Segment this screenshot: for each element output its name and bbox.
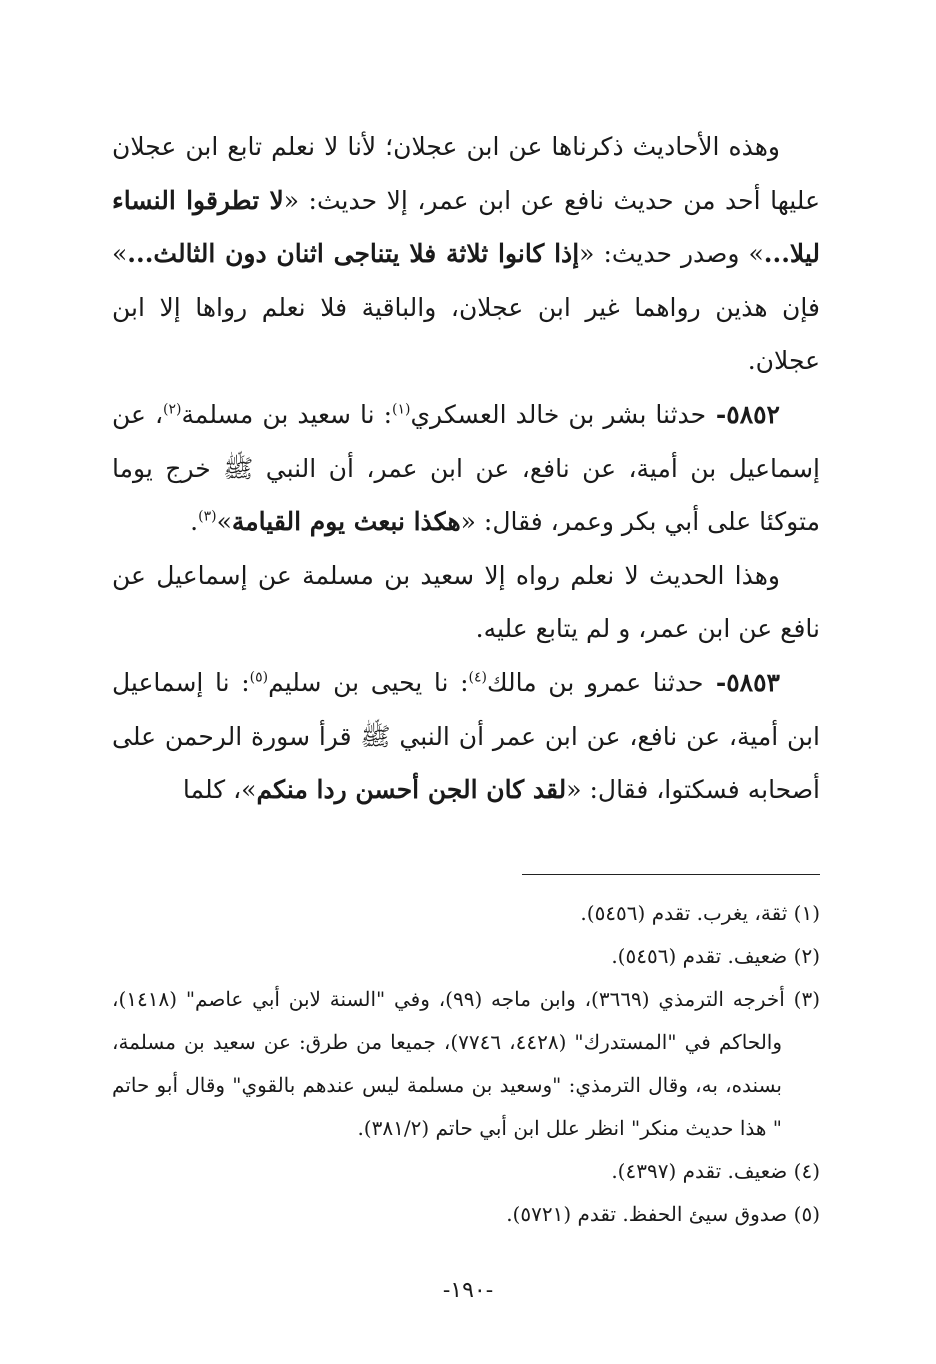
quoted-hadith: لقد كان الجن أحسن ردا منكم [256, 775, 567, 805]
footnote-4: (٤) ضعيف. تقدم (٤٣٩٧). [611, 1159, 820, 1183]
paragraph-commentary: وهذا الحديث لا نعلم رواه إلا سعيد بن مسلمة عن إسماعيل عن نافع عن ابن عمر، و لم يتابع عليه. [112, 560, 820, 644]
footnote-1: (١) ثقة، يغرب. تقدم (٥٤٥٦). [580, 901, 820, 925]
footnote-3: (٣) أخرجه الترمذي (٣٦٦٩)، وابن ماجه (٩٩)، وفي "السنة لابن أبي عاصم" (١٤١٨)، والحاكم في "المستدرك" (٤٤٢٨، ٧٧٤٦)، جميعا من طرق: عن سعيد بن مسلمة، بسنده، به، وقال الترمذي: "وسعيد بن مسلمة ليس عندهم بالقوي" وقال أبو حاتم " هذا حديث منكر" انظر علل ابن أبي حاتم (٣٨١/٢). [112, 987, 820, 1140]
footnote-ref: (٣) [198, 508, 217, 525]
footnote-ref: (٤) [468, 669, 487, 686]
footnote-ref: (٥) [249, 669, 269, 686]
hadith-number: ٥٨٥٣ [726, 667, 780, 697]
page-number: -١٩٠- [442, 1278, 494, 1303]
hadith-5853: ٥٨٥٣- حدثنا عمرو بن مالك$^{(٤)}$: نا يحيى بن سليم$^{(٥)}$: نا إسماعيل ابن أمية، عن نافع، عن ابن عمر أن النبي ﷺ قرأ سورة الرحمن على أصحابه فسكتوا، فقال: «لقد كان الجن أحسن ردا منكم»، كلما [112, 667, 820, 805]
main-text [112, 120, 820, 817]
quoted-hadith: لا تطرقوا النساء ليلا... [112, 185, 820, 269]
hadith-5852: ٥٨٥٢- حدثنا بشر بن خالد العسكري$^{(١)}$: نا سعيد بن مسلمة$^{(٢)}$، عن إسماعيل بن أمية، عن نافع، عن ابن عمر، أن النبي ﷺ خرج يوما متوكئا على أبي بكر وعمر، فقال: «هكذا نبعث يوم القيامة»$^{(٣)}$. [112, 399, 820, 537]
paragraph-intro: وهذه الأحاديث ذكرناها عن ابن عجلان؛ لأنا لا نعلم تابع ابن عجلان عليها أحد من حديث نافع عن ابن عمر، إلا حديث: «لا تطرقوا النساء ليلا...» وصدر حديث: «إذا كانوا ثلاثة فلا يتناجى اثنان دون الثالث...» فإن هذين رواهما غير ابن عجلان، والباقية فلا نعلم رواها إلا ابن عجلان. [112, 132, 820, 376]
quoted-hadith: هكذا نبعث يوم القيامة [231, 507, 461, 537]
footnote-5: (٥) صدوق سيئ الحفظ. تقدم (٥٧٢١). [506, 1202, 820, 1226]
footnote-ref: (١) [392, 401, 411, 418]
footnote-divider [522, 874, 820, 875]
hadith-number: ٥٨٥٢ [726, 399, 780, 429]
footnotes [112, 892, 820, 1236]
quoted-hadith: إذا كانوا ثلاثة فلا يتناجى اثنان دون الثالث... [127, 239, 580, 269]
footnote-ref: (٢) [163, 401, 182, 418]
footnote-2: (٢) ضعيف. تقدم (٥٤٥٦). [611, 944, 820, 968]
